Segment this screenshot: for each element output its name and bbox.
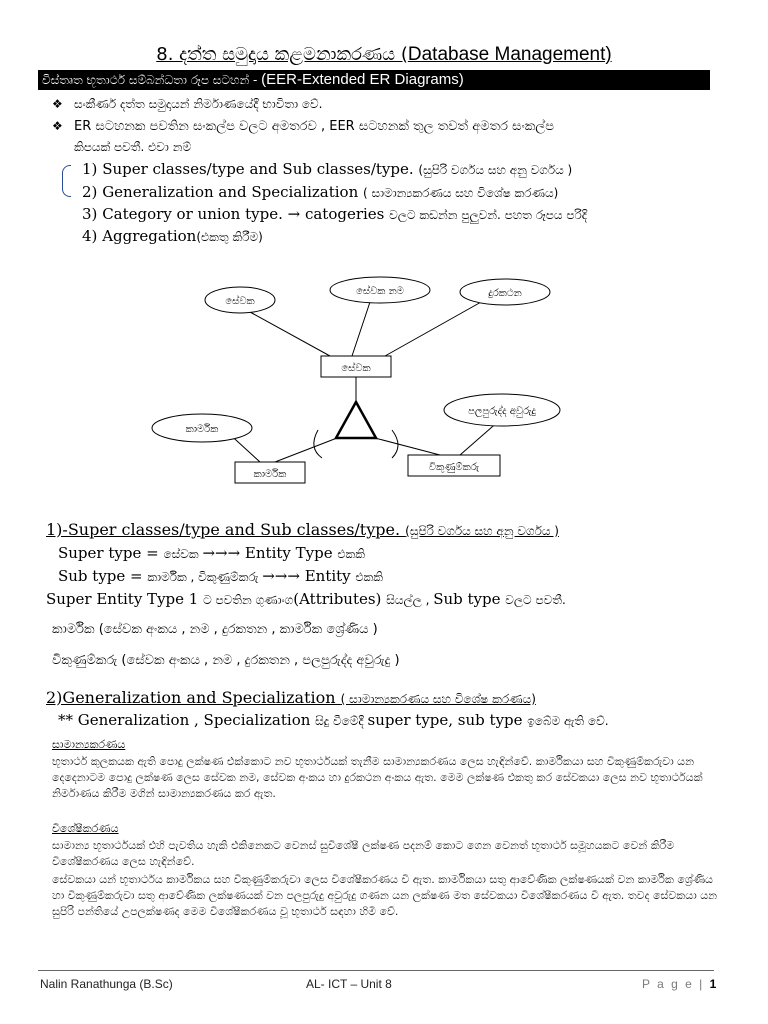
note-part-a: ** Generalization , Specialization	[58, 711, 316, 729]
list-item-1-num: 1)	[82, 160, 98, 178]
super-type-suffix: එකකි	[337, 547, 365, 561]
line-durakathana-attr	[385, 297, 490, 356]
label-attr-sewaka: සේවක	[225, 296, 255, 307]
section-2-heading-en: 2)Generalization and Specialization	[46, 688, 341, 707]
section-2-heading	[46, 688, 536, 707]
isa-triangle	[336, 402, 376, 438]
list-item-1-en: Super classes/type and Sub classes/type.	[102, 160, 419, 178]
generalization-paragraph: භූතාර්ථ කුලකයක ඇති පොදු ලක්ෂණ එක්කොට නව භූතාර්ථයක් තැනීම සාමාන්‍යකරණය ලෙස හැඳින්වේ. කාර්මිකයා සහ විකුණුම්කරුවා යන දෙදෙනාටම පොදු ලක්ෂණ ලෙස සේවක නම, සේවක අංකය හා දුරකථන අංකය ඇත. මෙම ලක්ෂණ එකතු කර සේවකයා ලෙස නව භූතාර්ථයක් නිර්මාණය කිරීම මගින් සාමාන්‍යකරණය කර ඇත.	[52, 755, 703, 800]
note-part-b: super type, sub type	[367, 711, 528, 729]
attributes-part-si3: වලට පවතී.	[505, 593, 566, 607]
karmika-attributes: කාර්මික (සේවක අංකය , නම , දුරකතන , කාර්මික ශ්‍රේණිය )	[52, 622, 378, 637]
sub-type-value: කාර්මික , විකුණුම්කරු	[147, 570, 263, 584]
label-entity-wikunumkaru: විකුණුම්කරු	[428, 462, 480, 473]
super-type-line	[58, 544, 365, 562]
line-triangle-karmika	[275, 438, 337, 462]
label-entity-sewaka: සේවක	[341, 363, 371, 374]
label-attr-sewaka-nama: සේවක නම	[356, 286, 404, 297]
page-title-si: 8. දත්ත සමුදාය කළමනාකරණය (	[156, 44, 408, 65]
list-item-4-num: 4)	[82, 227, 98, 245]
footer-author: Nalin Ranathunga (B.Sc)	[40, 977, 173, 991]
attributes-part-si2: සියල්ල ,	[386, 593, 434, 607]
sub-type-arrow: →→→ Entity	[262, 567, 356, 585]
list-item-1-si: (සුපිරි වර්ගය සහ අනු වර්ගය )	[418, 163, 573, 177]
attributes-part-si: ට පවතින ගුණාංග	[203, 593, 294, 607]
section-1-heading	[46, 520, 559, 539]
specialization-paragraph-2: සේවකයා යන් භූතාර්ථය කාර්මිකය සහ විකුණුම්කරුවා ලෙස විශේෂීකරණය වී ඇත. කාර්මිකයා සතු ආවේණික ලක්ෂණයක් වන කාර්මික ශ්‍රේණිය හා විකුණුම්කරුවා සතු ආවේණික ලක්ෂණයක් වන පලපුරුදු අවුරුදු ගණන යන ලක්ෂණ මත සේවකයා විශේෂීකරණය වී ඇත. තවද සේවකයා යන සුපිරි පන්තියේ උපලක්ෂණද මෙම විශේෂීකරණය වූ භූතාර්ථ සඳහා හිමි වේ.	[52, 873, 718, 918]
super-type-arrow: →→→ Entity Type	[202, 544, 338, 562]
note-part-si: සිදු වීමේදී	[315, 714, 368, 728]
attributes-line	[46, 590, 566, 608]
banner-si: විස්තෘත භූතාර්ථ සම්බන්ධතා රූප සටහන් -	[42, 73, 262, 87]
section-1-heading-en: 1)-Super classes/type and Sub classes/type.	[46, 520, 406, 539]
list-item-4-si: (එකතු කිරීම)	[196, 230, 263, 244]
attributes-part-a: Super Entity Type 1	[46, 590, 204, 608]
specialization-paragraph-1: සාමාන්‍ය භූතාර්ථයක් එහි පැවතිය හැකි එකිනෙකට වෙනස් සුවිශේෂී ලක්ෂණ පදනම් කොට ගෙන වෙනත් භූතාර්ථ සමූහයකට වෙන් කිරීම විශේෂීකරණය ලෙස හැඳින්වේ.	[52, 839, 675, 868]
specialization-subheading: විශේෂීකරණය	[52, 822, 119, 835]
list-item-4-en: Aggregation	[102, 227, 197, 245]
banner-en: (EER-Extended ER Diagrams)	[261, 71, 464, 88]
footer-page	[642, 977, 716, 991]
intro-bullet-1-text: සංකීර්ණ දත්ත සමුදායන් නිර්මාණයේදී භාවිතා වේ.	[74, 97, 323, 111]
note-part-si2: ඉබේම ඇති වේ.	[527, 714, 609, 728]
eer-diagram	[0, 0, 768, 500]
line-triangle-wikunum	[375, 438, 440, 455]
label-attr-karmika: කාර්මික	[185, 424, 219, 435]
attributes-part-b: (Attributes)	[293, 590, 387, 608]
footer-page-label: P a g e |	[642, 977, 710, 991]
footer-page-number: 1	[709, 977, 717, 991]
line-sewaka-attr	[250, 312, 330, 356]
list-item-3-si: වලට කඩන්න පුලුවන්. පහත රූපය පරිදි	[389, 208, 588, 222]
footer-unit: AL- ICT – Unit 8	[306, 977, 392, 991]
sub-type-suffix: එකකි	[355, 570, 384, 584]
label-entity-karmika: කාර්මික	[253, 469, 287, 480]
list-item-3-num: 3)	[82, 205, 98, 223]
generalization-subheading: සාමාන්‍යකරණය	[52, 738, 126, 751]
attributes-part-c: Sub type	[433, 590, 506, 608]
line-sewakanama-attr	[352, 302, 370, 356]
diamond-bullet-icon: ❖	[52, 97, 63, 111]
list-item-2-en: Generalization and Specialization	[102, 183, 364, 201]
sub-type-label: Sub type =	[58, 567, 148, 585]
list-item-2-si: ( සාමාන්‍යකරණය සහ විශේෂ කරණය)	[363, 186, 559, 200]
wikunumkaru-attributes: විකුණුම්කරු (සේවක අංකය , නම , දුරකතන , පලපුරුද්ද අවුරුදු )	[52, 653, 400, 668]
section-2-note	[58, 711, 609, 729]
label-attr-palapurudda: පලපුරුද්ද අවුරුදු	[468, 406, 536, 417]
intro-bullet-2-text: ER සටහනක පවතින සංකල්ප වලට අමතරව , EER සටහනක් තුල තවත් අමතර සංකල්ප	[74, 119, 555, 134]
intro-bullet-2-cont: කිපයක් පවතී. එවා නම්	[74, 140, 192, 154]
section-1-heading-si: (සුපිරි වර්ගය සහ අනු වර්ගය )	[405, 524, 559, 538]
page-title-en: Database Management)	[407, 44, 612, 65]
footer-divider	[38, 970, 714, 971]
label-attr-durakathana: දුරකථන	[488, 288, 522, 299]
diamond-bullet-icon: ❖	[52, 119, 63, 133]
super-type-label: Super type =	[58, 544, 164, 562]
list-item-2-num: 2)	[82, 183, 98, 201]
super-type-value: සේවක	[163, 547, 203, 561]
sub-type-line	[58, 567, 383, 585]
section-2-heading-si: ( සාමාන්‍යකරණය සහ විශේෂ කරණය)	[340, 692, 536, 706]
list-item-3-en: Category or union type. → catogeries	[102, 205, 390, 223]
